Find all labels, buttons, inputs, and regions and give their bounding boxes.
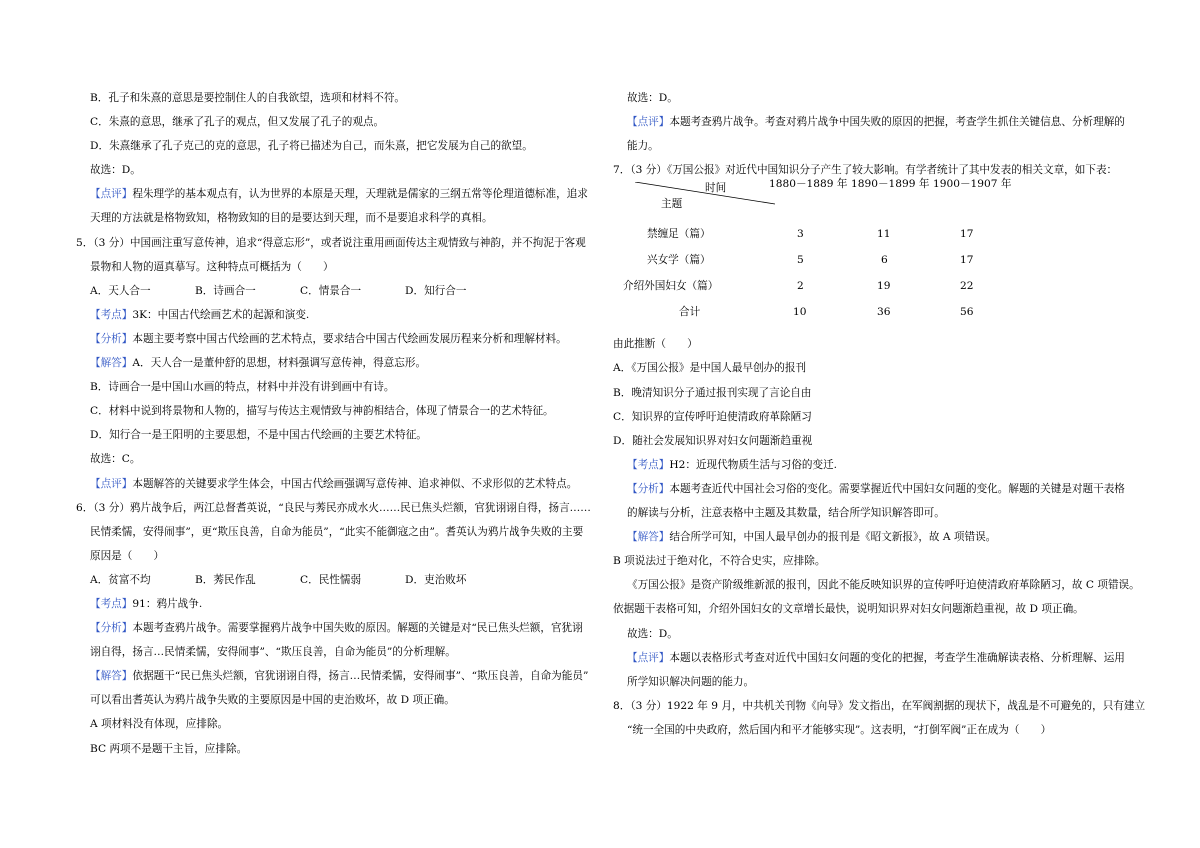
table-cell: 17 — [960, 228, 974, 241]
q5-stem-line-1: 5．（3 分）中国画注重写意传神，追求“得意忘形”，或者说注重用画面传达主观情致与神韵，并不拘泥于客观 — [76, 236, 586, 249]
table-cell: 36 — [877, 306, 891, 319]
right-column — [613, 86, 1146, 742]
q4-comment-text: 程朱理学的基本观点有，认为世界的本原是天理，天理就是儒家的三纲五常等伦理道德标准，追求 — [132, 188, 588, 201]
table-header-1890s: 1890－1899 年 — [851, 178, 930, 191]
q5-explain-c: C．材料中说到将景物和人物的，描写与传达主观情致与神韵相结合，体现了情景合一的艺术特征。 — [90, 405, 554, 418]
q7-explain-b: B 项说法过于绝对化，不符合史实，应排除。 — [613, 555, 826, 568]
q7-option-b: B．晚清知识分子通过报刊实现了言论自由 — [613, 386, 812, 399]
q7-option-a: A．《万国公报》是中国人最早创办的报刊 — [613, 362, 807, 375]
q8-stem-line-1: 8．（3 分）1922 年 9 月，中共机关刊物《向导》发文指出，在军阀割据的现状下，战乱是不可避免的，只有建立 — [613, 699, 1146, 712]
q6-explain-bc: BC 两项不是题干主旨，应排除。 — [90, 742, 248, 755]
q4-comment-line-2: 天理的方法就是格物致知，格物致知的目的是要达到天理，而不是要追求科学的真相。 — [90, 212, 493, 225]
table-cell: 17 — [960, 254, 974, 267]
comment-tag: 【点评】 — [627, 651, 670, 664]
q5-option-b: B．诗画合一 — [195, 284, 256, 297]
jieda-tag: 【解答】 — [627, 531, 670, 544]
jieda-tag: 【解答】 — [90, 670, 133, 683]
q6-fenxi-line-1 — [76, 616, 586, 640]
q6-comment-line-1 — [613, 110, 1123, 134]
q7-kaodian — [613, 453, 1123, 477]
q6-fenxi-line-2: 诩自得，扬言…民情柔懦，安得闹事”、“欺压良善，自命为能员”的分析理解。 — [90, 646, 456, 659]
comment-tag: 【点评】 — [90, 188, 133, 201]
q7-option-c: C．知识界的宣传呼吁迫使清政府革除陋习 — [613, 410, 812, 423]
q6-options — [76, 568, 586, 592]
q7-comment-line-2: 所学知识解决问题的能力。 — [627, 675, 755, 688]
q6-option-a: A．贫富不均 — [90, 573, 151, 586]
q7-fenxi-text: 本题考查近代中国社会习俗的变化。需要掌握近代中国妇女问题的变化。解题的关键是对题干表格 — [669, 482, 1125, 495]
q7-answer: 故选：D。 — [627, 627, 678, 640]
q7-kaodian-text: H2：近现代物质生活与习俗的变迁. — [669, 458, 838, 471]
table-row — [613, 276, 1123, 296]
kaodian-tag: 【考点】 — [90, 308, 133, 321]
q6-kaodian — [76, 592, 586, 616]
comment-tag: 【点评】 — [90, 477, 133, 490]
q7-jieda-text: 结合所学可知，中国人最早创办的报刊是《昭文新报》，故 A 项错误。 — [669, 531, 997, 544]
q7-data-table — [613, 178, 1123, 332]
table-row-label: 合计 — [679, 306, 701, 319]
q7-option-d: D．随社会发展知识界对妇女问题渐趋重视 — [613, 434, 813, 447]
q6-option-c: C．民性懦弱 — [300, 573, 362, 586]
table-cell: 22 — [960, 280, 974, 293]
q5-fenxi-text: 本题主要考察中国古代绘画的艺术特点，要求结合中国古代绘画发展历程来分析和理解材料。 — [132, 332, 567, 345]
q5-explain-b: B．诗画合一是中国山水画的特点，材料中并没有讲到画中有诗。 — [90, 381, 395, 394]
q8-stem-line-2: “统一全国的中央政府，然后国内和平才能够实现”。这表明，“打倒军阀”正在成为（ ） — [627, 723, 1052, 736]
q5-comment — [76, 472, 586, 496]
q7-comment-line-1 — [613, 646, 1123, 670]
table-row — [613, 250, 1123, 270]
q5-kaodian — [76, 303, 586, 327]
q6-option-d: D．吏治败坏 — [405, 573, 467, 586]
comment-tag: 【点评】 — [627, 116, 670, 129]
q6-answer: 故选：D。 — [627, 92, 678, 104]
table-cell: 2 — [797, 280, 804, 293]
table-cell: 11 — [877, 228, 891, 241]
q7-stem: 7．（3 分）《万国公报》对近代中国知识分子产生了较大影响。有学者统计了其中发表的相关文章，如下表： — [613, 164, 1118, 177]
q5-options — [76, 279, 586, 303]
table-corner-time: 时间 — [705, 182, 727, 195]
table-row — [613, 302, 1123, 322]
q7-comment-text: 本题以表格形式考查对近代中国妇女问题的变化的把握，考查学生准确解读表格、分析理解、运用 — [669, 651, 1125, 664]
table-cell: 56 — [960, 306, 974, 319]
fenxi-tag: 【分析】 — [90, 622, 133, 635]
q5-jieda-text: A．天人合一是董仲舒的思想，材料强调写意传神，得意忘形。 — [132, 357, 427, 370]
q7-infer: 由此推断（ ） — [613, 338, 698, 351]
table-row-label: 禁缠足（篇） — [647, 228, 711, 241]
table-cell: 19 — [877, 280, 891, 293]
q6-stem-line-2: 民情柔懦，安得闹事”，更“欺压良善，自命为能员”，“此实不能御寇之由”。耆英认为鸦片战争失败的主要 — [90, 525, 584, 538]
q5-option-d: D．知行合一 — [405, 284, 467, 297]
q6-comment-line-2: 能力。 — [627, 140, 659, 153]
q6-kaodian-text: 91：鸦片战争. — [132, 597, 203, 610]
table-header-1900s: 1900－1907 年 — [933, 178, 1012, 191]
q5-answer: 故选：C。 — [90, 453, 141, 466]
table-cell: 6 — [881, 254, 888, 267]
q7-explain-c: 《万国公报》是资产阶级维新派的报刊，因此不能反映知识界的宣传呼吁迫使清政府革除陋习，故 C 项错误。 — [627, 579, 1140, 592]
q5-explain-d: D．知行合一是王阳明的主要思想，不是中国古代绘画的主要艺术特征。 — [90, 429, 427, 442]
q5-fenxi — [76, 327, 586, 351]
q4-option-d-explanation: D．朱熹继承了孔子克己的克的意思，孔子将已描述为自己，而朱熹，把它发展为自己的欲望。 — [90, 140, 533, 153]
q7-fenxi-line-2: 的解读与分析，注意表格中主题及其数量，结合所学知识解答即可。 — [627, 507, 945, 520]
table-corner-topic: 主题 — [661, 198, 683, 211]
q5-kaodian-text: 3K：中国古代绘画艺术的起源和演变. — [132, 308, 310, 321]
q6-jieda-line-1 — [76, 664, 589, 688]
q4-option-c-explanation: C．朱熹的意思，继承了孔子的观点，但又发展了孔子的观点。 — [90, 116, 385, 129]
q5-option-c: C．情景合一 — [300, 284, 362, 297]
table-row-label: 介绍外国妇女（篇） — [623, 280, 719, 293]
table-row-label: 兴女学（篇） — [647, 254, 711, 267]
q6-comment-text: 本题考查鸦片战争。考查对鸦片战争中国失败的原因的把握，考查学生抓住关键信息、分析理解的 — [669, 116, 1125, 129]
table-header-1880s: 1880－1889 年 — [769, 178, 848, 191]
q6-option-b: B．莠民作乱 — [195, 573, 256, 586]
q6-fenxi-text: 本题考查鸦片战争。需要掌握鸦片战争中国失败的原因。解题的关键是对“民已焦头烂额，官犹诩 — [132, 622, 583, 635]
q5-option-a: A．天人合一 — [90, 284, 151, 297]
kaodian-tag: 【考点】 — [90, 597, 133, 610]
table-cell: 10 — [793, 306, 807, 319]
fenxi-tag: 【分析】 — [627, 482, 670, 495]
q7-explain-d: 依据题干表格可知，介绍外国妇女的文章增长最快，说明知识界对妇女问题渐趋重视，故 D 项正确。 — [613, 603, 1084, 616]
q7-jieda — [613, 525, 1123, 549]
fenxi-tag: 【分析】 — [90, 332, 133, 345]
q6-jieda-text: 依据题干“民已焦头烂额，官犹诩诩自得，扬言…民情柔懦，安得闹事”、“欺压良善，自命为能员” — [132, 670, 589, 683]
q5-jieda — [76, 351, 586, 375]
table-row — [613, 224, 1123, 244]
left-column — [76, 86, 591, 761]
q6-stem-line-1: 6．（3 分）鸦片战争后，两江总督耆英说，“良民与莠民亦成水火……民已焦头烂额，官犹诩诩自得，扬言…… — [76, 501, 591, 514]
q4-comment-line-1 — [76, 182, 586, 206]
table-cell: 3 — [797, 228, 804, 241]
q6-explain-a: A 项材料没有体现，应排除。 — [90, 718, 229, 731]
q6-stem-line-3: 原因是（ ） — [90, 549, 165, 562]
table-cell: 5 — [797, 254, 804, 267]
kaodian-tag: 【考点】 — [627, 458, 670, 471]
q5-comment-text: 本题解答的关键要求学生体会，中国古代绘画强调写意传神、追求神似、不求形似的艺术特点。 — [132, 477, 578, 490]
jieda-tag: 【解答】 — [90, 357, 133, 370]
q4-option-b-explanation: B．孔子和朱熹的意思是要控制住人的自我欲望，选项和材料不符。 — [90, 92, 406, 104]
q5-stem-line-2: 景物和人物的逼真摹写。这种特点可概括为（ ） — [90, 260, 334, 273]
q7-fenxi-line-1 — [613, 477, 1123, 501]
q6-jieda-line-2: 可以看出耆英认为鸦片战争失败的主要原因是中国的吏治败坏，故 D 项正确。 — [90, 694, 455, 707]
q4-answer: 故选：D。 — [90, 164, 141, 177]
